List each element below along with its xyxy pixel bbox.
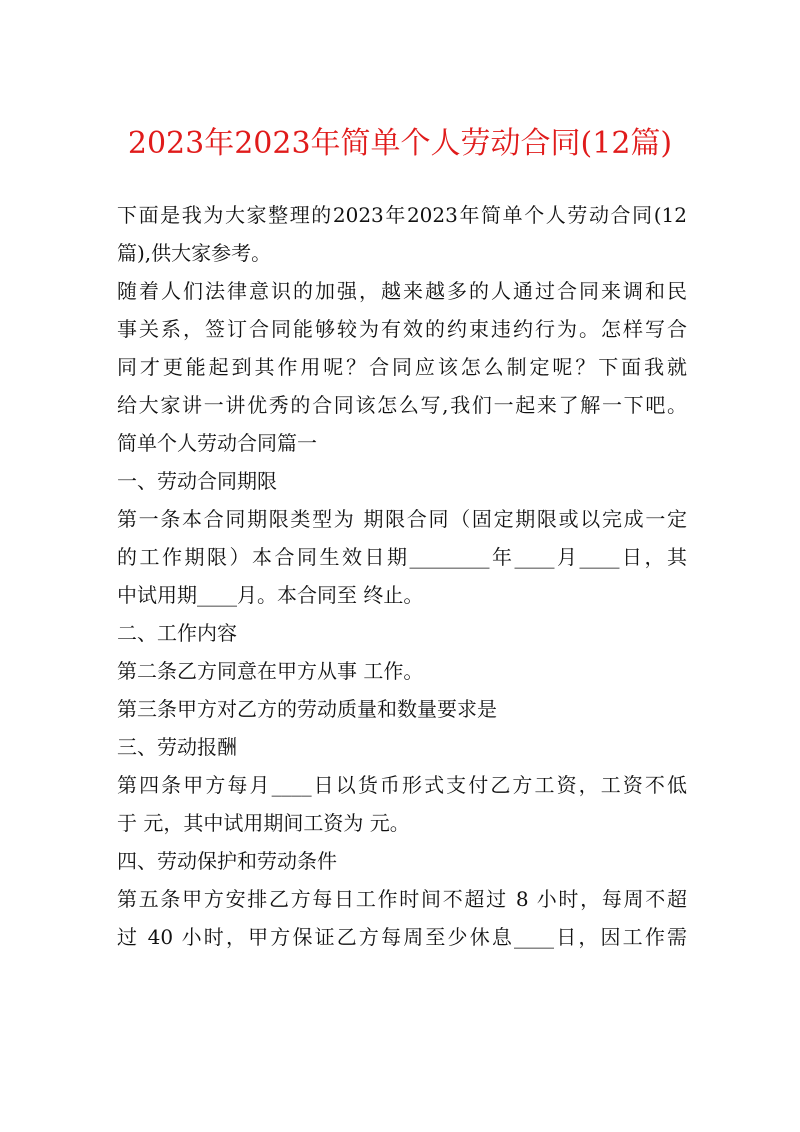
body-line: 的工作期限）本合同生效日期________年____月____日，其 <box>117 545 687 569</box>
body-line: 简单个人劳动合同篇一 <box>117 431 317 455</box>
body-line: 一、劳动合同期限 <box>117 469 277 493</box>
body-line: 同才更能起到其作用呢？合同应该怎么制定呢？下面我就 <box>117 355 687 379</box>
body-line: 篇),供大家参考。 <box>117 241 272 265</box>
body-line: 过 40 小时，甲方保证乙方每周至少休息____日，因工作需 <box>117 925 687 949</box>
body-line: 事关系，签订合同能够较为有效的约束违约行为。怎样写合 <box>117 317 687 341</box>
body-line: 第四条甲方每月____日以货币形式支付乙方工资，工资不低 <box>117 773 687 797</box>
body-line: 给大家讲一讲优秀的合同该怎么写,我们一起来了解一下吧。 <box>117 393 687 417</box>
body-line: 随着人们法律意识的加强，越来越多的人通过合同来调和民 <box>117 279 687 303</box>
body-line: 第二条乙方同意在甲方从事 工作。 <box>117 659 424 683</box>
body-line: 第五条甲方安排乙方每日工作时间不超过 8 小时，每周不超 <box>117 887 687 911</box>
body-line: 二、工作内容 <box>117 621 237 645</box>
body-line: 下面是我为大家整理的2023年2023年简单个人劳动合同(12 <box>117 203 687 227</box>
body-line: 三、劳动报酬 <box>117 735 237 759</box>
body-line: 第一条本合同期限类型为 期限合同（固定期限或以完成一定 <box>117 507 687 531</box>
document-body <box>117 196 687 956</box>
body-line: 四、劳动保护和劳动条件 <box>117 849 337 873</box>
body-line: 于 元，其中试用期间工资为 元。 <box>117 811 410 835</box>
body-line: 中试用期____月。本合同至 终止。 <box>117 583 424 607</box>
document-title: 2023年2023年简单个人劳动合同(12篇) <box>127 126 673 161</box>
body-line: 第三条甲方对乙方的劳动质量和数量要求是 <box>117 697 497 721</box>
